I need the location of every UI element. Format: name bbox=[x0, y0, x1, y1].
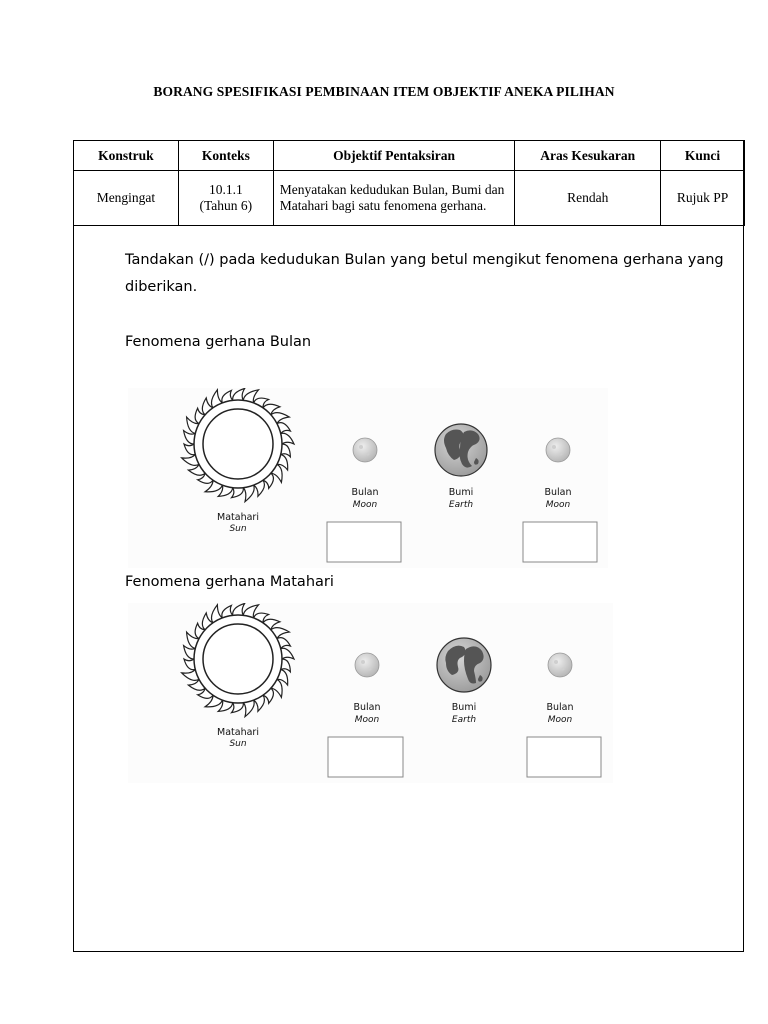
moon-icon-left bbox=[355, 653, 379, 677]
answer-box-left[interactable] bbox=[327, 522, 401, 562]
sun-label-en: Sun bbox=[229, 524, 247, 534]
moon-icon-right bbox=[548, 653, 572, 677]
cell-kunci: Rujuk PP bbox=[661, 171, 745, 226]
konteks-code: 10.1.1 bbox=[208, 182, 243, 197]
earth-icon bbox=[435, 424, 487, 476]
header-konteks: Konteks bbox=[178, 141, 273, 171]
header-aras: Aras Kesukaran bbox=[515, 141, 661, 171]
sun-label-en: Sun bbox=[229, 739, 247, 749]
moon-left-label: Bulan bbox=[351, 487, 379, 498]
header-objektif: Objektif Pentaksiran bbox=[273, 141, 515, 171]
moon-left-label-en: Moon bbox=[352, 500, 378, 510]
header-kunci: Kunci bbox=[661, 141, 745, 171]
lunar-eclipse-heading: Fenomena gerhana Bulan bbox=[125, 334, 312, 350]
question-instruction: Tandakan (/) pada kedudukan Bulan yang betul mengikut fenomena gerhana yang diberikan. bbox=[125, 252, 724, 295]
moon-right-label: Bulan bbox=[544, 487, 572, 498]
sun-label: Matahari bbox=[217, 727, 259, 738]
answer-box-right[interactable] bbox=[527, 737, 601, 777]
solar-eclipse-diagram bbox=[128, 603, 613, 783]
answer-box-right[interactable] bbox=[523, 522, 597, 562]
cell-konteks bbox=[178, 171, 273, 226]
earth-label: Bumi bbox=[448, 487, 474, 498]
konteks-year: (Tahun 6) bbox=[199, 198, 253, 213]
solar-eclipse-heading: Fenomena gerhana Matahari bbox=[125, 574, 334, 590]
header-konstruk: Konstruk bbox=[74, 141, 179, 171]
cell-objektif: Menyatakan kedudukan Bulan, Bumi dan Matahari bagi satu fenomena gerhana. bbox=[273, 171, 515, 226]
earth-label-en: Earth bbox=[448, 500, 474, 510]
earth-label-en: Earth bbox=[451, 715, 477, 725]
table-row bbox=[74, 171, 745, 226]
earth-icon bbox=[437, 638, 491, 692]
earth-label: Bumi bbox=[451, 702, 477, 713]
cell-aras: Rendah bbox=[515, 171, 661, 226]
page-title: BORANG SPESIFIKASI PEMBINAAN ITEM OBJEKTIF ANEKA PILIHAN bbox=[153, 84, 615, 99]
answer-box-left[interactable] bbox=[328, 737, 403, 777]
moon-left-label: Bulan bbox=[353, 702, 381, 713]
moon-right-label-en: Moon bbox=[547, 715, 573, 725]
cell-konstruk: Mengingat bbox=[74, 171, 179, 226]
sun-label: Matahari bbox=[217, 512, 259, 523]
moon-right-label: Bulan bbox=[546, 702, 574, 713]
specification-table bbox=[73, 140, 745, 226]
moon-icon-left bbox=[353, 438, 377, 462]
table-header-row bbox=[74, 141, 745, 171]
moon-icon-right bbox=[546, 438, 570, 462]
moon-right-label-en: Moon bbox=[545, 500, 571, 510]
moon-left-label-en: Moon bbox=[354, 715, 380, 725]
lunar-eclipse-diagram bbox=[128, 388, 608, 568]
